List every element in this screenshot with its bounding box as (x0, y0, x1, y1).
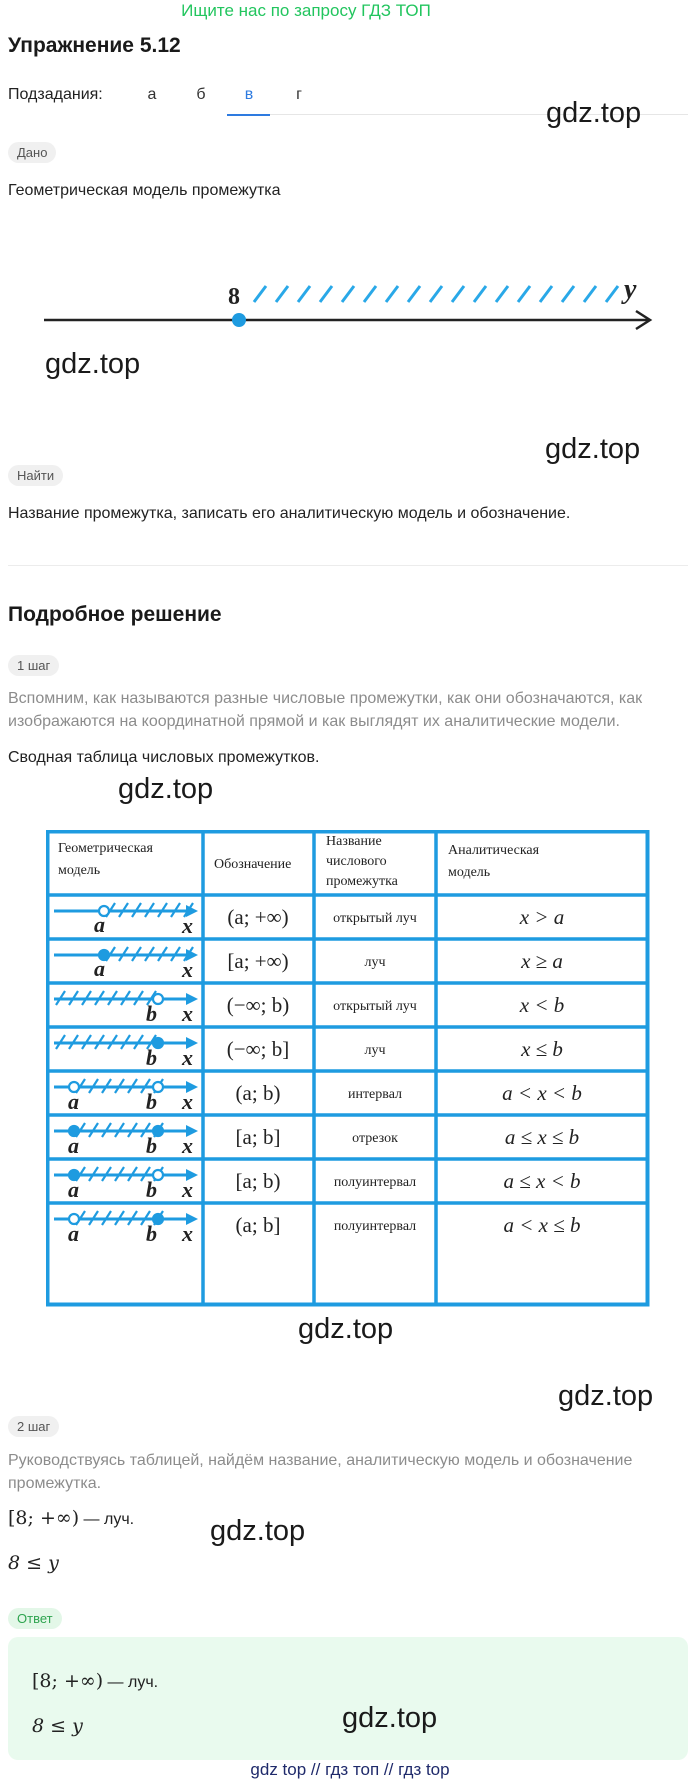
number-line-hatching (254, 286, 618, 302)
section-divider (8, 565, 688, 566)
footer-links[interactable]: gdz top // гдз топ // гдз top (250, 1760, 450, 1779)
step2-line1-math: [8; +∞) (8, 1507, 80, 1529)
watermark: gdz.top (545, 433, 641, 465)
table-header-3: числового (326, 854, 387, 869)
subtasks-label: Подзадания: (8, 86, 103, 103)
step1-text: Вспомним, как называются разные числовые промежутки, как они обозначаются, как изображаются на координатной прямой и как выглядят их аналитические модели. (8, 690, 643, 730)
answer-box (8, 1637, 688, 1760)
table-model: x ≤ b (521, 1037, 563, 1061)
tab-v[interactable]: в (244, 86, 254, 103)
geo-label-x: x (182, 1001, 193, 1026)
geo-label-x: x (182, 1177, 193, 1202)
watermark: gdz.top (210, 1515, 306, 1547)
tab-a[interactable]: а (147, 86, 157, 103)
table-name: полуинтервал (333, 1175, 417, 1190)
geo-label-x: x (182, 957, 193, 982)
tab-b[interactable]: б (196, 86, 206, 103)
geo-label-x: x (182, 1133, 193, 1158)
number-line-axis-label: y (624, 274, 637, 305)
solution-heading: Подробное решение (8, 603, 222, 626)
watermark: gdz.top (45, 348, 141, 380)
table-notation: [a; b) (235, 1169, 281, 1193)
top-banner: Ищите нас по запросу ГДЗ ТОП (181, 1, 431, 20)
table-notation: (a; b) (235, 1081, 281, 1105)
table-name: луч (364, 1043, 386, 1058)
table-name: интервал (347, 1087, 403, 1102)
find-text: Название промежутка, записать его аналитическую модель и обозначение. (8, 505, 571, 522)
watermark: gdz.top (298, 1313, 394, 1345)
table-notation: (a; +∞) (227, 905, 289, 929)
table-caption: Сводная таблица числовых промежутков. (8, 749, 320, 766)
table-notation: [a; +∞) (227, 949, 289, 973)
table-header-1: Геометрическая (58, 841, 153, 856)
table-header-3: промежутка (326, 874, 398, 889)
table-header-3: Название (326, 834, 382, 849)
table-header-2: Обозначение (214, 857, 292, 872)
step2-badge: 2 шаг (8, 1416, 59, 1437)
table-notation: (−∞; b] (226, 1037, 290, 1061)
answer-badge: Ответ (8, 1608, 62, 1629)
table-model: a < x < b (502, 1081, 582, 1105)
geo-label-b: b (146, 1045, 157, 1070)
number-line-point-label: 8 (228, 284, 240, 310)
watermark: gdz.top (558, 1380, 654, 1412)
table-header-4: Аналитическая (448, 843, 540, 858)
find-badge: Найти (8, 465, 63, 486)
geo-label-b: b (146, 1221, 157, 1246)
geo-label-x: x (182, 1221, 193, 1246)
geo-label-x: x (182, 913, 193, 938)
table-name: открытый луч (333, 999, 417, 1014)
watermark: gdz.top (118, 773, 214, 805)
active-tab-underline (227, 114, 270, 116)
geo-label-x: x (182, 1045, 193, 1070)
geo-label-a: a (68, 1221, 79, 1246)
geo-label-b: b (146, 1133, 157, 1158)
step2-line1 (8, 1507, 134, 1529)
answer-line1-text: — луч. (103, 1674, 159, 1691)
table-notation: (−∞; b) (226, 993, 290, 1017)
table-model: a ≤ x ≤ b (504, 1125, 580, 1149)
geo-label-b: b (146, 1089, 157, 1114)
geo-label-a: a (94, 912, 105, 937)
answer-line1 (32, 1670, 158, 1692)
given-number-line (40, 268, 660, 338)
table-header-4: модель (448, 865, 491, 880)
watermark: gdz.top (546, 97, 642, 129)
table-model: x ≥ a (521, 949, 563, 973)
step1-badge: 1 шаг (8, 655, 59, 676)
watermark: gdz.top (342, 1702, 438, 1734)
table-name: отрезок (352, 1131, 398, 1146)
table-model: a < x ≤ b (503, 1213, 581, 1237)
geo-label-b: b (146, 1001, 157, 1026)
table-notation: [a; b] (235, 1125, 281, 1149)
answer-line2: 8 ≤ y (32, 1715, 83, 1737)
table-model: a ≤ x < b (503, 1169, 581, 1193)
geo-label-a: a (94, 956, 105, 981)
table-name: открытый луч (333, 911, 417, 926)
table-notation: (a; b] (235, 1213, 281, 1237)
number-line-point (232, 313, 246, 327)
tab-g[interactable]: г (296, 86, 302, 103)
given-text: Геометрическая модель промежутка (8, 182, 281, 199)
intervals-table (46, 830, 650, 1307)
given-badge: Дано (8, 142, 56, 163)
table-name: луч (364, 955, 386, 970)
step2-line1-text: — луч. (79, 1511, 135, 1528)
table-header-1: модель (58, 863, 101, 878)
geo-label-a: a (68, 1089, 79, 1114)
table-model: x < b (519, 993, 565, 1017)
geo-label-a: a (68, 1133, 79, 1158)
table-model: x > a (519, 905, 565, 929)
page-title: Упражнение 5.12 (8, 34, 181, 57)
geo-label-b: b (146, 1177, 157, 1202)
step2-text: Руководствуясь таблицей, найдём название, аналитическую модель и обозначение промежутка. (8, 1452, 633, 1492)
step2-line2: 8 ≤ y (8, 1552, 59, 1574)
table-name: полуинтервал (333, 1219, 417, 1234)
answer-line1-math: [8; +∞) (32, 1670, 104, 1692)
geo-label-a: a (68, 1177, 79, 1202)
geo-label-x: x (182, 1089, 193, 1114)
